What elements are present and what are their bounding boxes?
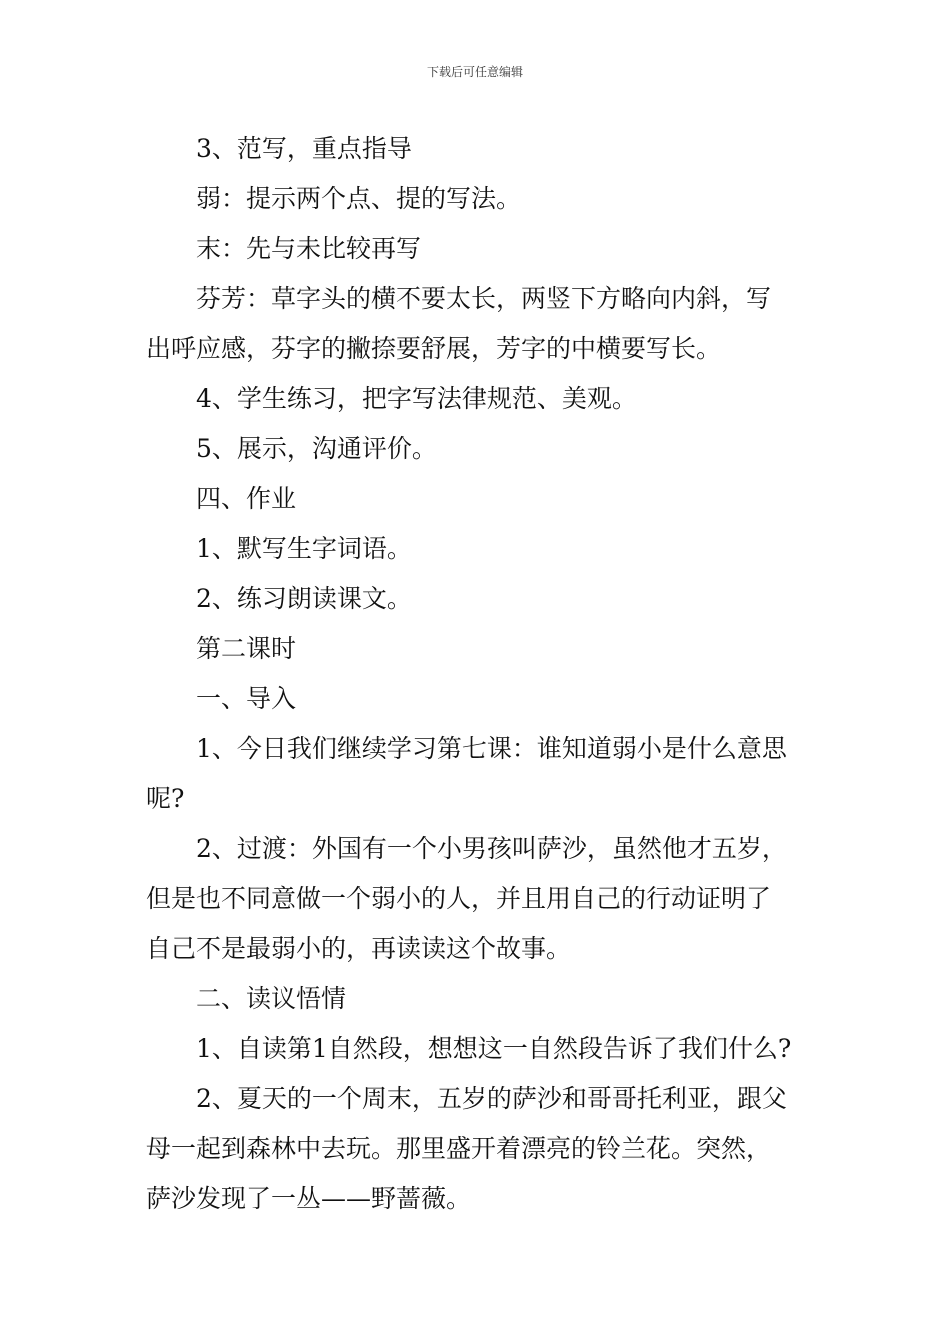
paragraph-line: 自己不是最弱小的，再读读这个故事。 xyxy=(146,934,572,963)
paragraph-line: 呢? xyxy=(146,784,185,813)
paragraph-line: 萨沙发现了一丛——野蔷薇。 xyxy=(146,1184,472,1213)
paragraph-line: 四、作业 xyxy=(196,484,297,513)
paragraph-line: 5、展示，沟通评价。 xyxy=(196,434,437,463)
paragraph-line: 芬芳：草字头的横不要太长，两竖下方略向内斜，写 xyxy=(196,284,772,313)
paragraph-line: 二、读议悟情 xyxy=(196,984,347,1013)
paragraph-line: 母一起到森林中去玩。那里盛开着漂亮的铃兰花。突然， xyxy=(146,1134,772,1163)
paragraph-line: 2、过渡：外国有一个小男孩叫萨沙，虽然他才五岁， xyxy=(196,834,787,863)
paragraph-line: 末：先与未比较再写 xyxy=(196,234,422,263)
page-header: 下载后可任意编辑 xyxy=(426,65,523,79)
paragraph-line: 但是也不同意做一个弱小的人，并且用自己的行动证明了 xyxy=(146,884,772,913)
paragraph-line: 一、导入 xyxy=(196,684,297,713)
paragraph-line: 3、范写，重点指导 xyxy=(196,134,412,163)
paragraph-line: 1、今日我们继续学习第七课：谁知道弱小是什么意思 xyxy=(196,734,787,763)
paragraph-line: 1、默写生字词语。 xyxy=(196,534,412,563)
document-body xyxy=(146,124,808,1224)
paragraph-line: 第二课时 xyxy=(196,634,297,663)
paragraph-line: 出呼应感，芬字的撇捺要舒展，芳字的中横要写长。 xyxy=(146,334,722,363)
paragraph-line: 2、夏天的一个周末，五岁的萨沙和哥哥托利亚，跟父 xyxy=(196,1084,787,1113)
paragraph-line: 弱：提示两个点、提的写法。 xyxy=(196,184,522,213)
paragraph-line: 1、自读第1自然段，想想这一自然段告诉了我们什么? xyxy=(196,1034,792,1063)
paragraph-line: 2、练习朗读课文。 xyxy=(196,584,412,613)
paragraph-line: 4、学生练习，把字写法律规范、美观。 xyxy=(196,384,637,413)
